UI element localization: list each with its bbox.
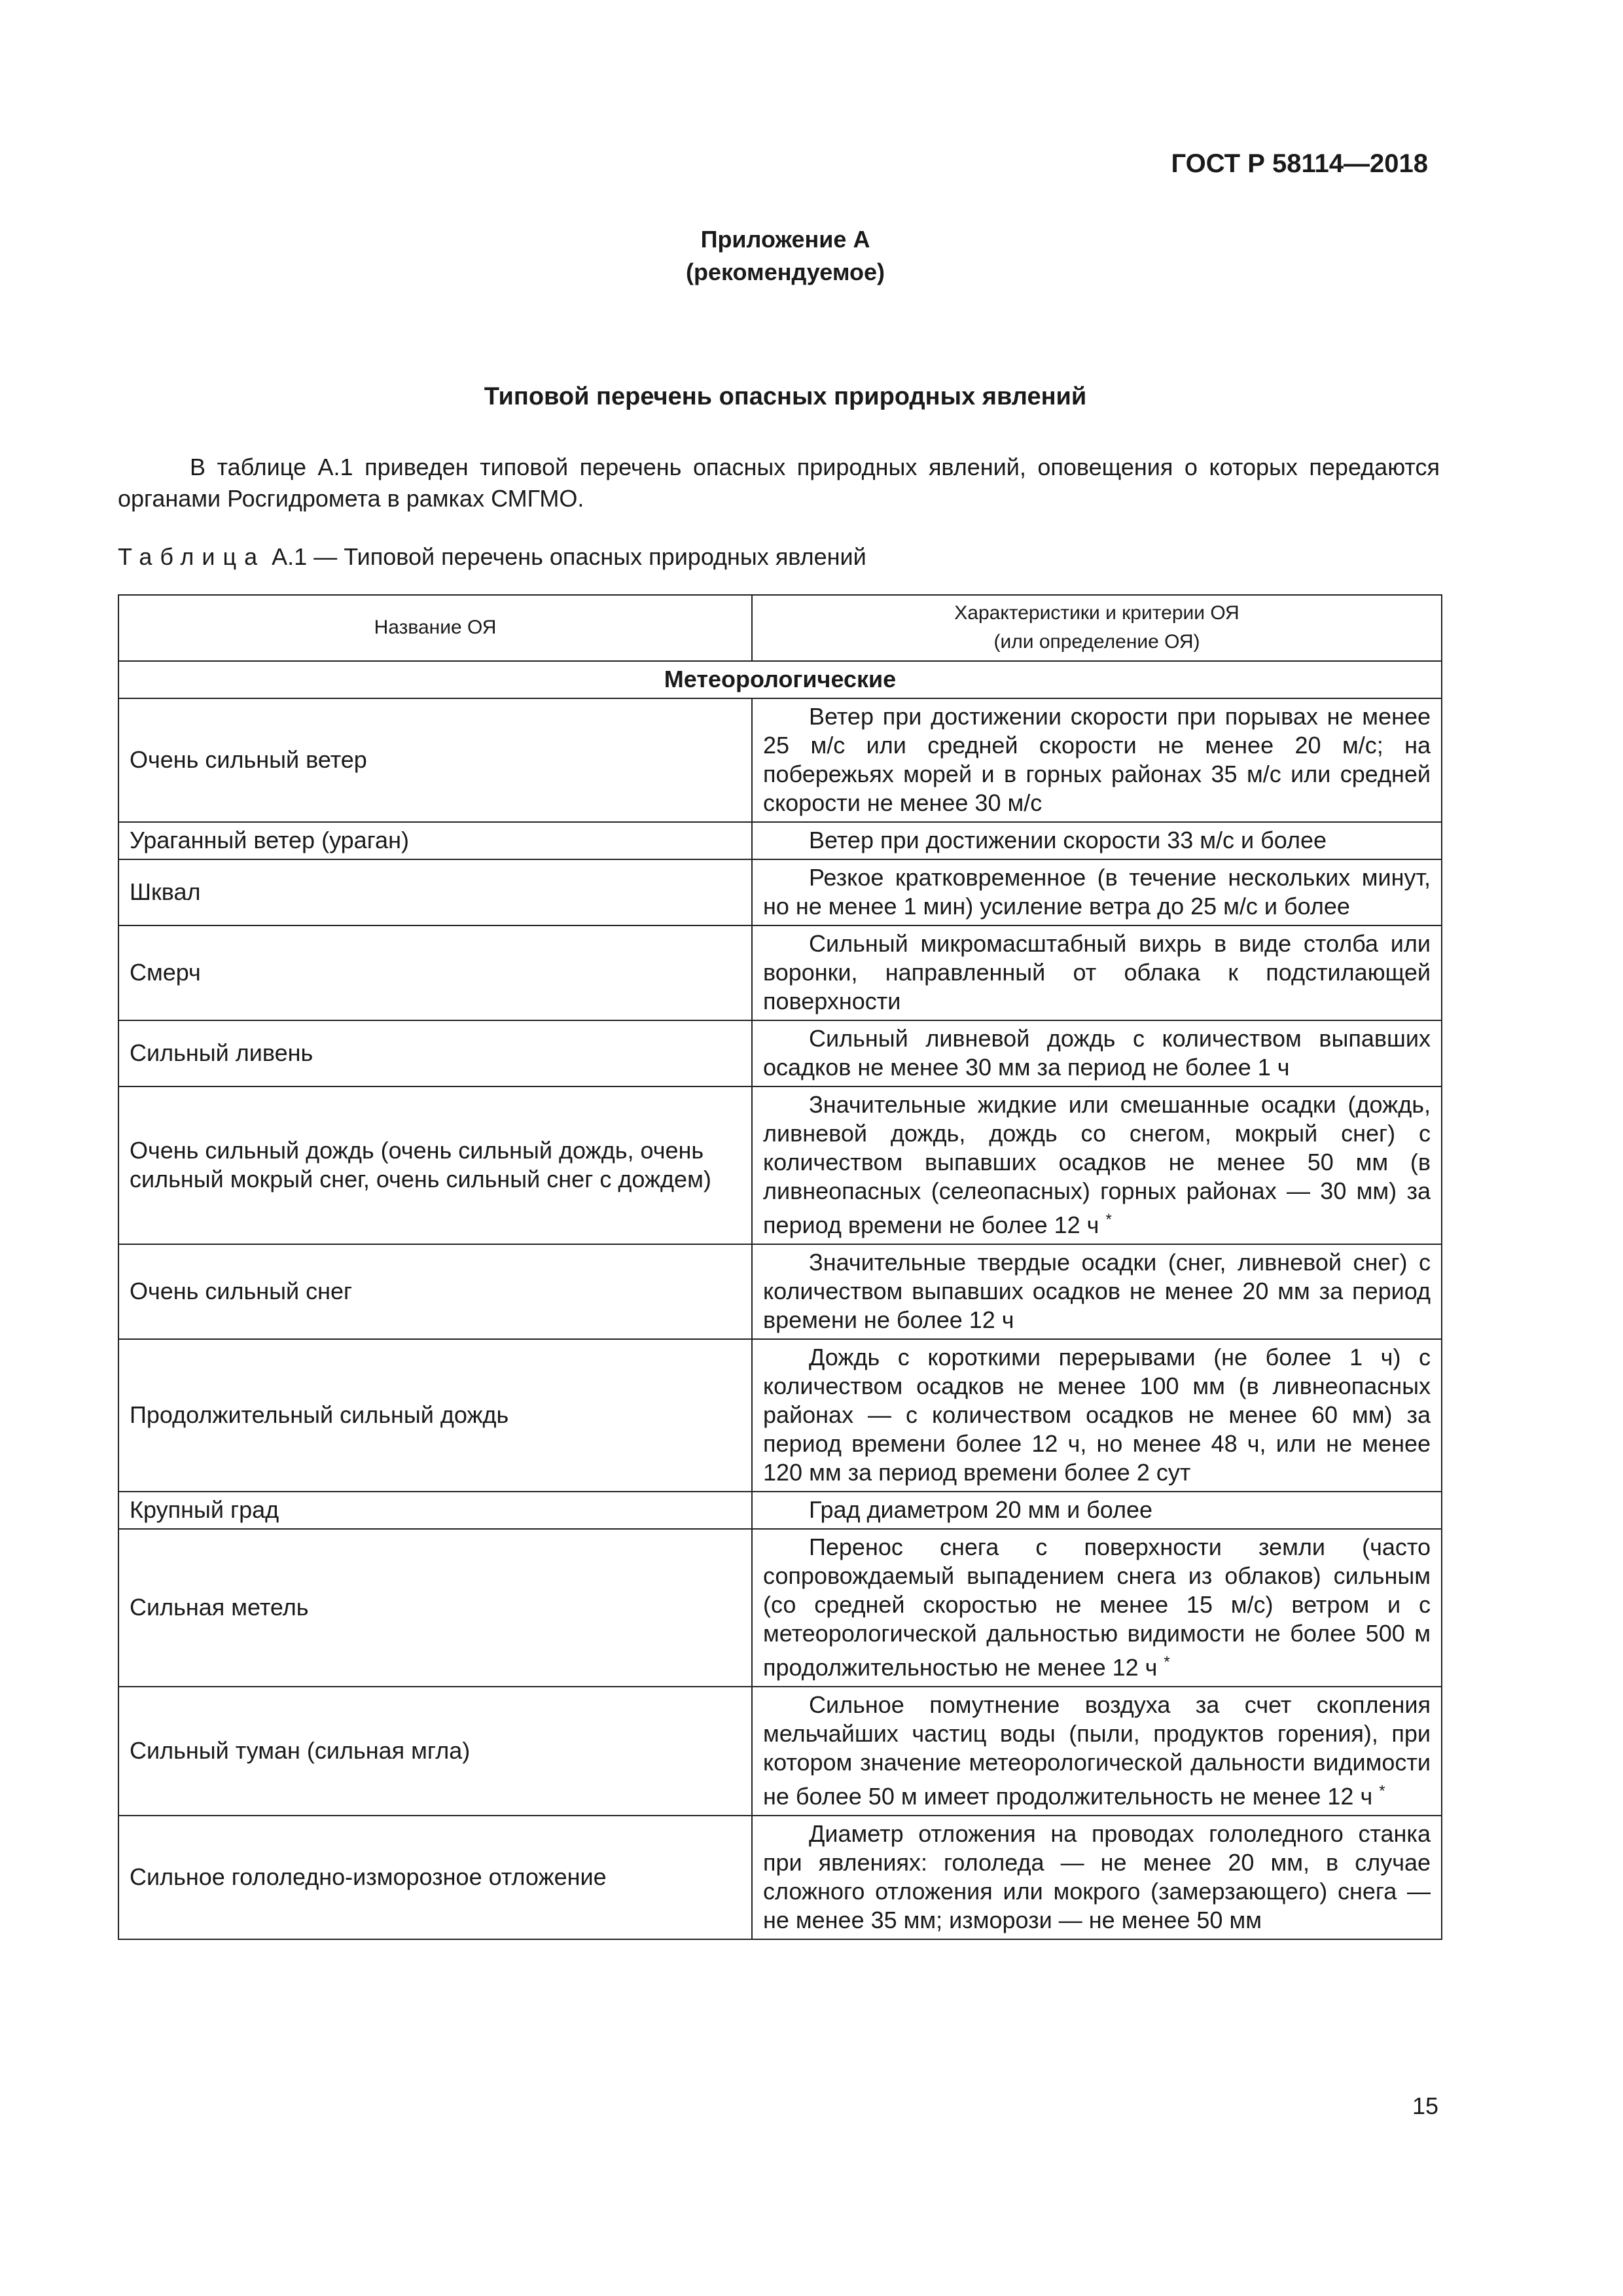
table-row [118, 1529, 1442, 1687]
footnote-marker: * [1105, 1211, 1112, 1229]
hazard-criteria-text: Дождь с короткими перерывами (не более 1 ч) с количеством осадков не менее 100 мм (в ливнеопасных районах — с количеством осадков не менее 60 мм) за период времени более 12 ч, но менее 48 ч, или не менее 120 мм за период времени более 2 сут [763, 1344, 1431, 1486]
table-row [118, 925, 1442, 1020]
hazard-name: Сильное гололедно-изморозное отложение [118, 1816, 752, 1939]
hazard-name: Очень сильный ветер [118, 698, 752, 822]
hazard-table [118, 594, 1442, 1940]
hazard-criteria [752, 1020, 1442, 1086]
hazard-criteria-text: Значительные твердые осадки (снег, ливневой снег) с количеством выпавших осадков не менее 20 мм за период времени не более 12 ч [763, 1249, 1431, 1333]
table-row [118, 1020, 1442, 1086]
hazard-criteria [752, 1816, 1442, 1939]
hazard-criteria [752, 1529, 1442, 1687]
hazard-name: Шквал [118, 859, 752, 925]
table-row [118, 822, 1442, 859]
hazard-criteria-text: Резкое кратковременное (в течение нескольких минут, но не менее 1 мин) усиление ветра до 25 м/с и более [763, 864, 1431, 920]
column-header-criteria-line1: Характеристики и критерии ОЯ [954, 602, 1240, 624]
appendix-title: Приложение А [700, 226, 870, 253]
section-title: Типовой перечень опасных природных явлений [484, 383, 1087, 410]
hazard-name: Очень сильный дождь (очень сильный дождь, очень сильный мокрый снег, очень сильный снег с дождем) [118, 1086, 752, 1244]
hazard-name: Ураганный ветер (ураган) [118, 822, 752, 859]
hazard-criteria [752, 1244, 1442, 1339]
intro-paragraph: В таблице А.1 приведен типовой перечень опасных природных явлений, оповещения о которых передаются органами Росгидромета в рамках СМГМО. [118, 454, 1440, 512]
footnote-marker: * [1164, 1653, 1170, 1671]
column-header-criteria [752, 595, 1442, 661]
hazard-criteria [752, 1492, 1442, 1529]
table-caption [118, 543, 866, 571]
hazard-criteria-text: Диаметр отложения на проводах гололедного станка при явлениях: гололеда — не менее 20 мм, в случае сложного отложения или мокрого (замерзающего) снега — не менее 35 мм; изморози — не менее 50 мм [763, 1820, 1431, 1933]
column-header-name: Название ОЯ [118, 595, 752, 661]
hazard-name: Продолжительный сильный дождь [118, 1339, 752, 1492]
hazard-criteria-text: Сильное помутнение воздуха за счет скопления мельчайших частиц воды (пыли, продуктов горения), при котором значение метеорологической дальности видимости не более 50 м имеет продолжительность не менее 12 ч [763, 1691, 1431, 1810]
hazard-criteria [752, 859, 1442, 925]
hazard-criteria-text: Сильный микромасштабный вихрь в виде столба или воронки, направленный от облака к подстилающей поверхности [763, 930, 1431, 1014]
table-row [118, 1339, 1442, 1492]
group-label: Метеорологические [118, 661, 1442, 698]
hazard-criteria [752, 698, 1442, 822]
table-caption-text: А.1 — Типовой перечень опасных природных явлений [272, 543, 866, 570]
hazard-criteria [752, 925, 1442, 1020]
hazard-criteria-text: Перенос снега с поверхности земли (часто сопровождаемый выпадением снега из облаков) сильным (со средней скоростью не менее 15 м/с) ветром и с метеорологической дальностью видимости не более 500 м продолжительностью не менее 12 ч [763, 1534, 1431, 1681]
column-header-criteria-line2: (или определение ОЯ) [993, 631, 1200, 653]
page-number: 15 [1412, 2092, 1438, 2119]
hazard-name: Очень сильный снег [118, 1244, 752, 1339]
hazard-name: Смерч [118, 925, 752, 1020]
hazard-criteria-text: Град диаметром 20 мм и более [809, 1496, 1153, 1523]
hazard-criteria [752, 1086, 1442, 1244]
hazard-name: Сильный туман (сильная мгла) [118, 1687, 752, 1816]
table-row [118, 1244, 1442, 1339]
group-row [118, 661, 1442, 698]
hazard-criteria-text: Значительные жидкие или смешанные осадки (дождь, ливневой дождь, дождь со снегом, мокрый снег) с количеством выпавших осадков не менее 50 мм (в ливнеопасных (селеопасных) горных районах — 30 мм) за период времени не более 12 ч [763, 1091, 1431, 1238]
hazard-criteria-text: Ветер при достижении скорости 33 м/с и более [809, 827, 1327, 853]
footnote-marker: * [1379, 1782, 1385, 1800]
table-row [118, 1086, 1442, 1244]
hazard-name: Сильная метель [118, 1529, 752, 1687]
hazard-criteria-text: Ветер при достижении скорости при порывах не менее 25 м/с или средней скорости не менее 20 м/с; на побережьях морей и в горных районах 35 м/с или средней скорости не менее 30 м/с [763, 703, 1431, 816]
hazard-criteria [752, 1339, 1442, 1492]
table-caption-prefix: Таблица [118, 543, 266, 570]
hazard-criteria [752, 1687, 1442, 1816]
hazard-name: Сильный ливень [118, 1020, 752, 1086]
appendix-status: (рекомендуемое) [686, 259, 885, 285]
table-row [118, 698, 1442, 822]
table-row [118, 859, 1442, 925]
document-id: ГОСТ Р 58114—2018 [1171, 149, 1428, 178]
table-row [118, 1687, 1442, 1816]
hazard-criteria-text: Сильный ливневой дождь с количеством выпавших осадков не менее 30 мм за период не более 1 ч [763, 1025, 1431, 1081]
hazard-name: Крупный град [118, 1492, 752, 1529]
hazard-criteria [752, 822, 1442, 859]
table-row [118, 1816, 1442, 1939]
table-row [118, 1492, 1442, 1529]
table-header-row [118, 595, 1442, 661]
